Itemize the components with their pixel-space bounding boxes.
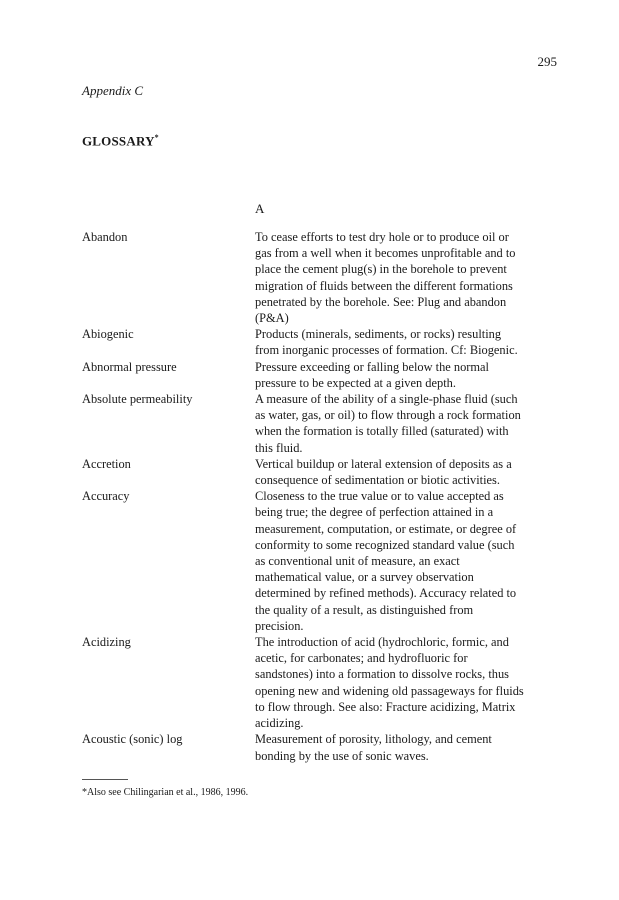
glossary-definition: [255, 326, 562, 358]
definition-line: this fluid.: [255, 440, 303, 455]
definition-line: being true; the degree of perfection attained in a: [255, 505, 494, 520]
definition-line: sandstones) into a formation to dissolve rocks, thus: [255, 667, 509, 682]
glossary-entry: [82, 359, 562, 391]
definition-line: Measurement of porosity, lithology, and cement: [255, 732, 492, 747]
definition-line: the quality of a result, as distinguished from: [255, 602, 474, 617]
definition-line: from inorganic processes of formation. Cf: Biogenic.: [255, 343, 518, 358]
definition-line: as water, gas, or oil) to flow through a rock formation: [255, 408, 521, 423]
glossary-definition: [255, 229, 562, 326]
glossary-entry: [82, 456, 562, 488]
appendix-label: Appendix C: [82, 83, 144, 98]
glossary-definition: [255, 731, 562, 763]
glossary-term: Abiogenic: [82, 327, 134, 342]
glossary-list: [82, 229, 562, 764]
definition-line: To cease efforts to test dry hole or to produce oil or: [255, 230, 509, 244]
definition-line: acetic, for carbonates; and hydrofluoric for: [255, 651, 468, 666]
glossary-term: Abandon: [82, 230, 128, 244]
definition-line: penetrated by the borehole. See: Plug and abandon: [255, 294, 507, 309]
definition-line: as conventional unit of measure, an exact: [255, 554, 460, 569]
definition-line: to flow through. See also: Fracture acidizing, Matrix: [255, 699, 516, 714]
glossary-definition: [255, 488, 562, 634]
glossary-term: Abnormal pressure: [82, 359, 177, 374]
definition-line: (P&A): [255, 311, 289, 326]
glossary-entry: [82, 488, 562, 634]
page-number: 295: [537, 54, 557, 69]
glossary-entry: [82, 229, 562, 326]
definition-line: migration of fluids between the different formations: [255, 278, 513, 293]
definition-line: Products (minerals, sediments, or rocks) resulting: [255, 327, 502, 342]
definition-line: precision.: [255, 618, 304, 633]
definition-line: acidizing.: [255, 716, 304, 731]
glossary-entry: [82, 634, 562, 731]
glossary-entry: [82, 391, 562, 456]
section-letter: A: [255, 201, 265, 216]
glossary-term: Accretion: [82, 456, 131, 471]
glossary-entry: [82, 731, 562, 763]
definition-line: bonding by the use of sonic waves.: [255, 748, 429, 763]
definition-line: The introduction of acid (hydrochloric, formic, and: [255, 635, 509, 650]
glossary-entry: [82, 326, 562, 358]
definition-line: mathematical value, or a survey observation: [255, 570, 474, 585]
glossary-term: Acidizing: [82, 635, 131, 650]
footnote: *Also see Chilingarian et al., 1986, 1996.: [82, 787, 249, 798]
page-title: [82, 133, 159, 149]
definition-line: pressure to be expected at a given depth.: [255, 375, 456, 390]
glossary-term: Accuracy: [82, 489, 130, 504]
glossary-definition: [255, 634, 562, 731]
glossary-definition: [255, 456, 562, 488]
definition-line: gas from a well when it becomes unprofitable and to: [255, 246, 516, 261]
definition-line: measurement, computation, or estimate, or degree of: [255, 521, 517, 536]
definition-line: opening new and widening old passageways for fluids: [255, 683, 524, 698]
definition-line: A measure of the ability of a single-phase fluid (such: [255, 392, 518, 407]
glossary-term: Absolute permeability: [82, 392, 193, 407]
glossary-term: Acoustic (sonic) log: [82, 732, 183, 747]
definition-line: Vertical buildup or lateral extension of deposits as a: [255, 456, 512, 471]
footnote-divider: [82, 779, 128, 780]
footnote-marker: *: [154, 133, 159, 142]
definition-line: Closeness to the true value or to value accepted as: [255, 489, 504, 504]
glossary-definition: [255, 391, 562, 456]
title-text: GLOSSARY: [82, 133, 155, 149]
definition-line: conformity to some recognized standard value (such: [255, 537, 515, 552]
definition-line: consequence of sedimentation or biotic activities.: [255, 473, 500, 488]
definition-line: when the formation is totally filled (saturated) with: [255, 424, 509, 439]
definition-line: determined by refined methods). Accuracy related to: [255, 586, 517, 601]
definition-line: place the cement plug(s) in the borehole to prevent: [255, 262, 507, 277]
definition-line: Pressure exceeding or falling below the normal: [255, 359, 489, 374]
glossary-definition: [255, 359, 562, 391]
